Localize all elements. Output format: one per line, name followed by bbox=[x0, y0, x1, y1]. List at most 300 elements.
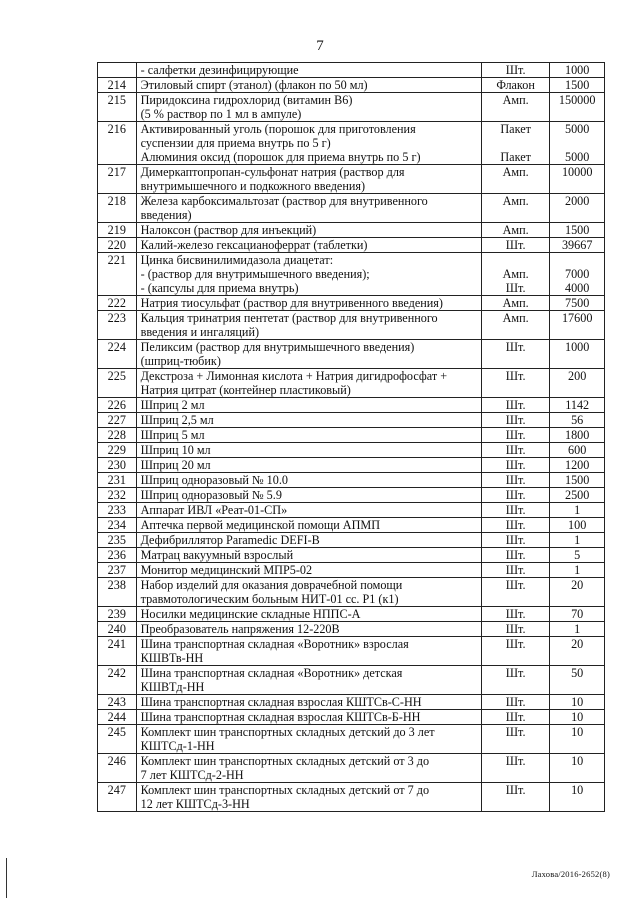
item-unit bbox=[481, 488, 549, 503]
item-quantity-value: 1200 bbox=[564, 458, 590, 472]
item-unit bbox=[481, 563, 549, 578]
item-unit-value: Пакет bbox=[500, 150, 531, 164]
item-quantity-value: 39667 bbox=[561, 238, 593, 252]
item-unit-value: Шт. bbox=[505, 503, 526, 517]
item-number: 223 bbox=[98, 311, 137, 340]
item-unit bbox=[481, 754, 549, 783]
item-quantity-value: 56 bbox=[571, 413, 584, 427]
item-name bbox=[136, 473, 481, 488]
item-unit-value: Шт. bbox=[505, 340, 526, 354]
item-quantity bbox=[550, 238, 605, 253]
item-unit bbox=[481, 622, 549, 637]
item-unit-value: Амп. bbox=[502, 194, 529, 208]
item-unit-value bbox=[482, 136, 549, 150]
item-quantity bbox=[550, 443, 605, 458]
item-number: 221 bbox=[98, 253, 137, 296]
item-quantity bbox=[550, 607, 605, 622]
item-unit-value: Шт. bbox=[505, 428, 526, 442]
item-quantity-value: 20 bbox=[571, 637, 584, 651]
item-name-line: Налоксон (раствор для инъекций) bbox=[140, 223, 317, 237]
item-name bbox=[136, 369, 481, 398]
item-name-line: Шприц 2,5 мл bbox=[140, 413, 214, 427]
item-unit-value: Амп. bbox=[502, 267, 529, 281]
item-number: 214 bbox=[98, 78, 137, 93]
item-quantity bbox=[550, 488, 605, 503]
item-unit bbox=[481, 578, 549, 607]
item-unit bbox=[481, 340, 549, 369]
item-name bbox=[136, 533, 481, 548]
item-unit-value bbox=[482, 253, 549, 267]
item-quantity-value: 4000 bbox=[564, 281, 590, 295]
item-name-line: Набор изделий для оказания доврачебной помощи bbox=[140, 578, 403, 592]
item-quantity-value bbox=[550, 253, 604, 267]
item-name-line: Натрия тиосульфат (раствор для внутривенного введения) bbox=[140, 296, 443, 310]
item-name bbox=[136, 458, 481, 473]
item-name bbox=[136, 563, 481, 578]
item-name-line: - (капсулы для приема внутрь) bbox=[140, 281, 299, 295]
item-unit bbox=[481, 194, 549, 223]
item-quantity bbox=[550, 754, 605, 783]
table-row bbox=[98, 78, 605, 93]
margin-mark bbox=[6, 858, 7, 898]
item-name bbox=[136, 296, 481, 311]
item-name-line: Шприц 20 мл bbox=[140, 458, 211, 472]
item-name-line: Активированный уголь (порошок для приготовления bbox=[140, 122, 416, 136]
item-quantity bbox=[550, 413, 605, 428]
item-quantity-value: 1800 bbox=[564, 428, 590, 442]
item-number: 222 bbox=[98, 296, 137, 311]
item-unit bbox=[481, 296, 549, 311]
item-name-line: Комплект шин транспортных складных детский до 3 лет bbox=[140, 725, 435, 739]
item-quantity-value: 1142 bbox=[565, 398, 590, 412]
table-row bbox=[98, 428, 605, 443]
item-unit-value: Шт. bbox=[505, 281, 526, 295]
item-unit bbox=[481, 458, 549, 473]
item-quantity bbox=[550, 518, 605, 533]
item-unit-value: Шт. bbox=[505, 443, 526, 457]
table-row bbox=[98, 710, 605, 725]
item-number: 225 bbox=[98, 369, 137, 398]
item-name-line: Шина транспортная складная взрослая КШТСв-Б-НН bbox=[140, 710, 421, 724]
item-number: 219 bbox=[98, 223, 137, 238]
item-name-line: Пиридоксина гидрохлорид (витамин В6) bbox=[140, 93, 353, 107]
item-name bbox=[136, 398, 481, 413]
item-quantity bbox=[550, 710, 605, 725]
item-quantity bbox=[550, 578, 605, 607]
item-name bbox=[136, 223, 481, 238]
item-unit bbox=[481, 165, 549, 194]
item-name bbox=[136, 578, 481, 607]
item-quantity-value: 200 bbox=[568, 369, 587, 383]
item-unit bbox=[481, 503, 549, 518]
table-row bbox=[98, 488, 605, 503]
table-row bbox=[98, 93, 605, 122]
item-name-line: Декстроза + Лимонная кислота + Натрия дигидрофосфат + bbox=[140, 369, 448, 383]
item-quantity-value: 1 bbox=[574, 622, 581, 636]
item-unit bbox=[481, 518, 549, 533]
footer-document-code: Лахова/2016-2652(8) bbox=[531, 869, 610, 879]
item-unit bbox=[481, 473, 549, 488]
table-row bbox=[98, 296, 605, 311]
item-number: 227 bbox=[98, 413, 137, 428]
table-row bbox=[98, 607, 605, 622]
item-unit-value: Шт. bbox=[505, 548, 526, 562]
item-quantity bbox=[550, 473, 605, 488]
item-name bbox=[136, 340, 481, 369]
item-quantity bbox=[550, 122, 605, 165]
item-quantity bbox=[550, 563, 605, 578]
item-name bbox=[136, 165, 481, 194]
item-unit-value: Пакет bbox=[500, 122, 531, 136]
table-row bbox=[98, 223, 605, 238]
item-unit-value: Шт. bbox=[505, 63, 526, 77]
table-row bbox=[98, 637, 605, 666]
item-name bbox=[136, 311, 481, 340]
item-name bbox=[136, 428, 481, 443]
item-quantity bbox=[550, 666, 605, 695]
item-number: 217 bbox=[98, 165, 137, 194]
item-quantity bbox=[550, 458, 605, 473]
item-quantity-value: 1 bbox=[574, 533, 581, 547]
table-row bbox=[98, 458, 605, 473]
table-row bbox=[98, 238, 605, 253]
item-quantity-value: 1500 bbox=[564, 78, 590, 92]
item-quantity-value: 2000 bbox=[564, 194, 590, 208]
item-number: 229 bbox=[98, 443, 137, 458]
item-unit bbox=[481, 311, 549, 340]
item-name-line: Димеркаптопропан-сульфонат натрия (раствор для bbox=[140, 165, 405, 179]
item-name-line: Аппарат ИВЛ «Реат-01-СП» bbox=[140, 503, 288, 517]
item-unit-value: Шт. bbox=[505, 518, 526, 532]
item-quantity-value: 10000 bbox=[561, 165, 593, 179]
item-unit bbox=[481, 238, 549, 253]
item-number: 234 bbox=[98, 518, 137, 533]
item-number: 247 bbox=[98, 783, 137, 812]
item-name-line: Шприц 10 мл bbox=[140, 443, 211, 457]
item-unit-value: Шт. bbox=[505, 754, 526, 768]
item-name-line: Матрац вакуумный взрослый bbox=[140, 548, 294, 562]
item-name bbox=[136, 443, 481, 458]
item-unit-value: Шт. bbox=[505, 488, 526, 502]
item-unit-value: Шт. bbox=[505, 369, 526, 383]
table-row bbox=[98, 533, 605, 548]
item-quantity-value bbox=[550, 136, 604, 150]
item-quantity bbox=[550, 296, 605, 311]
item-unit bbox=[481, 548, 549, 563]
item-name bbox=[136, 253, 481, 296]
item-quantity-value: 5 bbox=[574, 548, 581, 562]
item-name-line: Калий-железо гексацианоферрат (таблетки) bbox=[140, 238, 368, 252]
item-name-line: (5 % раствор по 1 мл в ампуле) bbox=[140, 107, 302, 121]
item-name-line: Шина транспортная складная «Воротник» взрослая bbox=[140, 637, 409, 651]
item-quantity-value: 1500 bbox=[564, 473, 590, 487]
supply-table bbox=[97, 62, 605, 812]
item-unit bbox=[481, 428, 549, 443]
item-unit bbox=[481, 710, 549, 725]
item-number: 218 bbox=[98, 194, 137, 223]
table-row bbox=[98, 413, 605, 428]
item-number bbox=[98, 63, 137, 78]
item-name-line: 12 лет КШТСд-3-НН bbox=[140, 797, 250, 811]
item-quantity bbox=[550, 622, 605, 637]
item-name-line: Кальция тринатрия пентетат (раствор для внутривенного bbox=[140, 311, 438, 325]
item-quantity bbox=[550, 695, 605, 710]
item-number: 242 bbox=[98, 666, 137, 695]
item-name bbox=[136, 637, 481, 666]
item-number: 237 bbox=[98, 563, 137, 578]
item-unit-value: Шт. bbox=[505, 622, 526, 636]
item-number: 244 bbox=[98, 710, 137, 725]
item-name-line: Носилки медицинские складные НППС-А bbox=[140, 607, 361, 621]
item-name-line: Комплект шин транспортных складных детский от 3 до bbox=[140, 754, 430, 768]
item-unit-value: Амп. bbox=[502, 296, 529, 310]
item-name bbox=[136, 503, 481, 518]
table-row bbox=[98, 63, 605, 78]
item-unit-value: Амп. bbox=[502, 165, 529, 179]
item-name-line: введения и ингаляций) bbox=[140, 325, 260, 339]
table-row bbox=[98, 548, 605, 563]
table-row bbox=[98, 622, 605, 637]
item-quantity bbox=[550, 194, 605, 223]
item-unit-value: Шт. bbox=[505, 398, 526, 412]
item-quantity-value: 2500 bbox=[564, 488, 590, 502]
table-row bbox=[98, 503, 605, 518]
item-quantity-value: 20 bbox=[571, 578, 584, 592]
item-number: 230 bbox=[98, 458, 137, 473]
item-name bbox=[136, 725, 481, 754]
item-quantity-value: 10 bbox=[571, 783, 584, 797]
item-number: 228 bbox=[98, 428, 137, 443]
item-name-line: Монитор медицинский МПР5-02 bbox=[140, 563, 313, 577]
page-number: 7 bbox=[316, 38, 324, 54]
table-row bbox=[98, 340, 605, 369]
item-unit-value: Шт. bbox=[505, 533, 526, 547]
table-row bbox=[98, 518, 605, 533]
table-row bbox=[98, 311, 605, 340]
item-unit bbox=[481, 122, 549, 165]
item-quantity-value: 5000 bbox=[564, 150, 590, 164]
item-number: 233 bbox=[98, 503, 137, 518]
item-name-line: (шприц-тюбик) bbox=[140, 354, 221, 368]
item-quantity bbox=[550, 253, 605, 296]
item-number: 240 bbox=[98, 622, 137, 637]
item-unit-value: Шт. bbox=[505, 783, 526, 797]
item-unit bbox=[481, 78, 549, 93]
table-row bbox=[98, 666, 605, 695]
table-row bbox=[98, 473, 605, 488]
item-number: 216 bbox=[98, 122, 137, 165]
item-name-line: - салфетки дезинфицирующие bbox=[140, 63, 299, 77]
item-quantity-value: 600 bbox=[568, 443, 587, 457]
item-name bbox=[136, 194, 481, 223]
item-quantity bbox=[550, 398, 605, 413]
item-unit-value: Амп. bbox=[502, 93, 529, 107]
item-unit-value: Шт. bbox=[505, 578, 526, 592]
item-name bbox=[136, 783, 481, 812]
item-quantity-value: 10 bbox=[571, 725, 584, 739]
item-unit bbox=[481, 63, 549, 78]
item-unit bbox=[481, 443, 549, 458]
item-name bbox=[136, 622, 481, 637]
item-name-line: Пеликсим (раствор для внутримышечного введения) bbox=[140, 340, 415, 354]
item-quantity-value: 7000 bbox=[564, 267, 590, 281]
item-unit-value: Шт. bbox=[505, 473, 526, 487]
item-name bbox=[136, 754, 481, 783]
item-name-line: Цинка бисвинилимидазола диацетат: bbox=[140, 253, 334, 267]
item-name-line: КШТСд-1-НН bbox=[140, 739, 215, 753]
item-quantity-value: 50 bbox=[571, 666, 584, 680]
item-name bbox=[136, 666, 481, 695]
item-name-line: Шина транспортная складная «Воротник» детская bbox=[140, 666, 403, 680]
item-quantity bbox=[550, 223, 605, 238]
item-name-line: КШВТв-НН bbox=[140, 651, 204, 665]
item-name-line: Шприц 2 мл bbox=[140, 398, 205, 412]
item-name bbox=[136, 122, 481, 165]
item-quantity-value: 10 bbox=[571, 710, 584, 724]
item-quantity bbox=[550, 533, 605, 548]
item-quantity bbox=[550, 93, 605, 122]
item-number: 226 bbox=[98, 398, 137, 413]
item-number: 224 bbox=[98, 340, 137, 369]
item-name bbox=[136, 518, 481, 533]
table-row bbox=[98, 443, 605, 458]
table-row bbox=[98, 122, 605, 165]
item-number: 231 bbox=[98, 473, 137, 488]
item-number: 235 bbox=[98, 533, 137, 548]
item-number: 245 bbox=[98, 725, 137, 754]
item-quantity-value: 17600 bbox=[561, 311, 593, 325]
supply-table-body bbox=[98, 63, 605, 812]
item-name bbox=[136, 607, 481, 622]
item-quantity bbox=[550, 311, 605, 340]
item-unit bbox=[481, 369, 549, 398]
item-number: 232 bbox=[98, 488, 137, 503]
item-number: 241 bbox=[98, 637, 137, 666]
item-quantity-value: 70 bbox=[571, 607, 584, 621]
item-name bbox=[136, 63, 481, 78]
item-quantity bbox=[550, 783, 605, 812]
item-unit bbox=[481, 666, 549, 695]
item-number: 246 bbox=[98, 754, 137, 783]
item-name bbox=[136, 93, 481, 122]
table-row bbox=[98, 194, 605, 223]
item-quantity-value: 150000 bbox=[558, 93, 596, 107]
item-unit-value: Шт. bbox=[505, 710, 526, 724]
item-name-line: внутримышечного и подкожного введения) bbox=[140, 179, 366, 193]
item-unit-value: Шт. bbox=[505, 563, 526, 577]
item-quantity-value: 10 bbox=[571, 695, 584, 709]
item-name-line: введения) bbox=[140, 208, 192, 222]
item-unit bbox=[481, 725, 549, 754]
item-name-line: Шприц 5 мл bbox=[140, 428, 205, 442]
item-name-line: Алюминия оксид (порошок для приема внутрь по 5 г) bbox=[140, 150, 421, 164]
item-unit bbox=[481, 253, 549, 296]
item-number: 239 bbox=[98, 607, 137, 622]
item-quantity-value: 5000 bbox=[564, 122, 590, 136]
item-unit bbox=[481, 398, 549, 413]
item-quantity-value: 10 bbox=[571, 754, 584, 768]
item-unit bbox=[481, 607, 549, 622]
item-name-line: Этиловый спирт (этанол) (флакон по 50 мл) bbox=[140, 78, 368, 92]
item-quantity bbox=[550, 63, 605, 78]
item-number: 238 bbox=[98, 578, 137, 607]
item-unit bbox=[481, 637, 549, 666]
table-row bbox=[98, 398, 605, 413]
item-name bbox=[136, 413, 481, 428]
item-name-line: Натрия цитрат (контейнер пластиковый) bbox=[140, 383, 351, 397]
item-unit bbox=[481, 533, 549, 548]
item-unit-value: Амп. bbox=[502, 223, 529, 237]
item-unit-value: Флакон bbox=[496, 78, 535, 92]
item-quantity-value: 1 bbox=[574, 503, 581, 517]
item-name-line: Железа карбоксимальтозат (раствор для внутривенного bbox=[140, 194, 428, 208]
item-name-line: Шина транспортная складная взрослая КШТСв-С-НН bbox=[140, 695, 422, 709]
item-name-line: Преобразователь напряжения 12-220В bbox=[140, 622, 340, 636]
item-unit-value: Шт. bbox=[505, 458, 526, 472]
item-quantity-value: 1500 bbox=[564, 223, 590, 237]
item-quantity-value: 100 bbox=[568, 518, 587, 532]
item-quantity bbox=[550, 428, 605, 443]
table-row bbox=[98, 754, 605, 783]
item-quantity bbox=[550, 340, 605, 369]
item-quantity bbox=[550, 725, 605, 754]
item-name-line: 7 лет КШТСд-2-НН bbox=[140, 768, 244, 782]
item-unit bbox=[481, 695, 549, 710]
item-number: 236 bbox=[98, 548, 137, 563]
item-quantity bbox=[550, 78, 605, 93]
item-unit bbox=[481, 93, 549, 122]
item-quantity bbox=[550, 503, 605, 518]
item-quantity-value: 1000 bbox=[564, 340, 590, 354]
item-unit-value: Шт. bbox=[505, 666, 526, 680]
item-unit-value: Шт. bbox=[505, 695, 526, 709]
item-name-line: КШВТд-НН bbox=[140, 680, 205, 694]
item-number: 243 bbox=[98, 695, 137, 710]
item-quantity-value: 1000 bbox=[564, 63, 590, 77]
item-name bbox=[136, 695, 481, 710]
item-name-line: суспензии для приема внутрь по 5 г) bbox=[140, 136, 331, 150]
item-name-line: Дефибриллятор Paramedic DEFI-B bbox=[140, 533, 320, 547]
table-row bbox=[98, 725, 605, 754]
item-unit-value: Шт. bbox=[505, 607, 526, 621]
item-name-line: - (раствор для внутримышечного введения); bbox=[140, 267, 370, 281]
item-unit-value: Шт. bbox=[505, 725, 526, 739]
item-unit-value: Шт. bbox=[505, 637, 526, 651]
item-unit bbox=[481, 783, 549, 812]
item-unit-value: Шт. bbox=[505, 413, 526, 427]
table-row bbox=[98, 563, 605, 578]
table-row bbox=[98, 253, 605, 296]
table-row bbox=[98, 695, 605, 710]
item-name-line: Шприц одноразовый № 10.0 bbox=[140, 473, 289, 487]
item-quantity bbox=[550, 637, 605, 666]
item-name-line: Аптечка первой медицинской помощи АПМП bbox=[140, 518, 381, 532]
item-name bbox=[136, 78, 481, 93]
item-name-line: Комплект шин транспортных складных детский от 7 до bbox=[140, 783, 430, 797]
table-row bbox=[98, 165, 605, 194]
item-name bbox=[136, 548, 481, 563]
item-quantity bbox=[550, 165, 605, 194]
item-unit bbox=[481, 223, 549, 238]
item-unit-value: Амп. bbox=[502, 311, 529, 325]
item-number: 215 bbox=[98, 93, 137, 122]
item-number: 220 bbox=[98, 238, 137, 253]
table-row bbox=[98, 578, 605, 607]
table-row bbox=[98, 369, 605, 398]
item-quantity-value: 1 bbox=[574, 563, 581, 577]
item-name bbox=[136, 710, 481, 725]
item-name-line: травмотологическим больным НИТ-01 сс. Р1 (к1) bbox=[140, 592, 399, 606]
